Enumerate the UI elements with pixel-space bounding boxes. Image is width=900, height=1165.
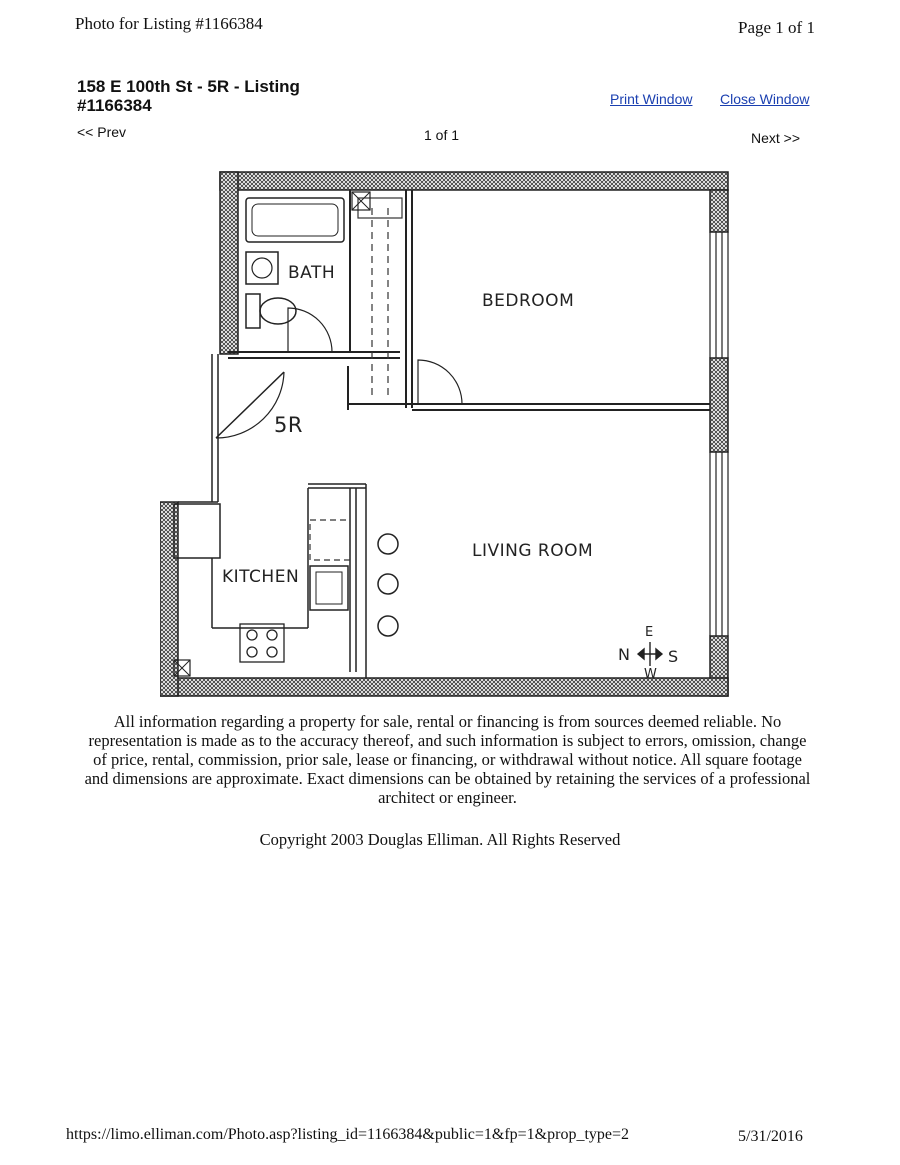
wall-bottom	[160, 678, 728, 696]
photo-counter: 1 of 1	[424, 127, 460, 143]
floor-plan	[160, 168, 732, 700]
copyright-text: Copyright 2003 Douglas Elliman. All Rights Reserved	[259, 830, 621, 849]
page-header-title: Photo for Listing #1166384	[75, 14, 263, 33]
listing-title: 158 E 100th St - 5R - Listing #1166384	[77, 77, 300, 115]
compass-south: S	[668, 647, 679, 666]
bathtub	[246, 198, 344, 242]
room-label-living: LIVING ROOM	[472, 541, 594, 561]
next-link[interactable]: Next >>	[751, 130, 801, 146]
prev-link[interactable]: << Prev	[77, 124, 127, 140]
wall-right-mid	[710, 358, 728, 452]
wall-right-upper	[710, 190, 728, 232]
footer-date: 5/31/2016	[738, 1128, 803, 1145]
compass-north: N	[618, 645, 631, 664]
page-number: Page 1 of 1	[738, 18, 815, 37]
disclaimer-text: All information regarding a property for sale, rental or financing is from sources deemed reliable. No representation is made as to the accuracy thereof, and such information is subject to errors, omission, change of price, rental, commission, prior sale, lease or financing, or withdrawal without notice. All square footage and dimensions are approximate. Exact dimensions can be obtained by retaining the services of a professional architect or engineer.	[84, 712, 811, 807]
wall-left-upper	[220, 172, 238, 354]
unit-label: 5R	[274, 413, 303, 437]
stove	[240, 624, 284, 662]
compass-east: E	[645, 625, 654, 640]
window-bedroom	[710, 232, 728, 358]
print-window-link[interactable]: Print Window	[610, 91, 693, 107]
toilet	[246, 294, 260, 328]
compass-rose	[638, 642, 662, 666]
room-label-bath: BATH	[288, 263, 336, 283]
room-label-kitchen: KITCHEN	[222, 567, 300, 587]
room-label-bedroom: BEDROOM	[482, 291, 575, 311]
bath-sink	[246, 252, 278, 284]
bar-stools	[378, 534, 398, 636]
footer-url: https://limo.elliman.com/Photo.asp?listing_id=1166384&public=1&fp=1&prop_type=2	[66, 1126, 630, 1143]
close-window-link[interactable]: Close Window	[720, 91, 810, 107]
wall-top	[220, 172, 728, 190]
wall-left-lower	[160, 502, 178, 696]
window-living	[710, 452, 728, 636]
compass-west: W	[644, 667, 658, 682]
